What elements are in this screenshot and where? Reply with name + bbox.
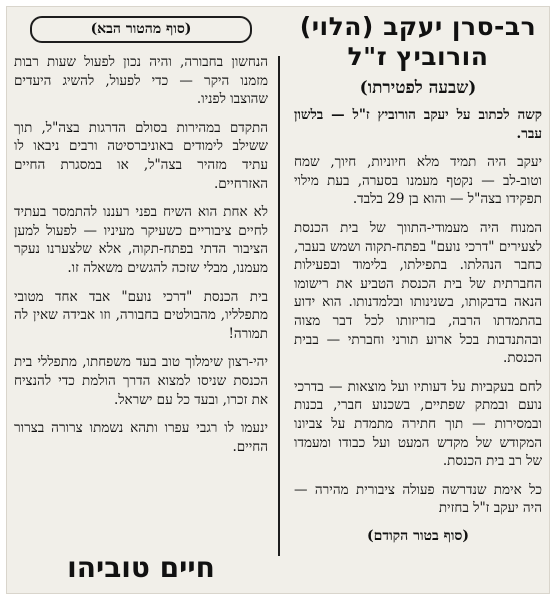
left-paragraph-2: התקדם במהירות בסולם הדרגות בצה"ל, תוך ששילב לימודים באוניברסיטה ורבים ניבאו לו עתיד מזהיר בצה"ל, או במסגרת החיים האזרחיים. [14,119,268,192]
left-paragraph-1: הנחשון בחבורה, והיה נכון לפעול שעות רבות מזמנו היקר — כדי לפעול, להשיג היעדים שהוצבו לפניו. [14,54,268,108]
column-divider [278,56,280,556]
left-column [6,6,276,594]
right-paragraph-4: לחם בעקביות על דעותיו ועל מוצאות — בדרכי נועם ובמתק שפתיים, בשכנוע חברי, בכנות ובמסירות — תוך חתירה מתמדת על צביונו המקודש של מקדש המעט ועל כבודו ומעמדו של רב בית הכנסת. [294,378,542,470]
right-column [286,6,550,594]
right-paragraph-2: יעקב היה תמיד מלא חיוניות, חיוך, שמח וטוב-לב — נקטף מעמנו בסערה, בעת מילוי תפקידו בצה"ל — והוא בן 29 בלבד. [294,154,542,208]
right-paragraph-3: המנוח היה מעמודי-התווך של בית הכנסת לצעירים "דרכי נועם" בפתח-תקוה ושמש בעבר, כחבר הנהלתו. בתפילתו, בלימוד ובפעילות החברתית של בית הכנסת הטביע את רישומו הנאה בדבקותו, בשנינותו ובלמדנותו. הוא ידוע בהתמדתו הרבה, בזריזותו לכל דבר מצוה ובהתנדבות בכל ארוע תורני וחברתי — בבית הכנסת. [294,219,542,367]
right-paragraph-1: קשה לכתוב על יעקב הורוביץ ז"ל — בלשון עבר. [294,107,542,142]
author-signature: חיים טוביהו [67,551,215,584]
left-paragraph-6: ינעמו לו רגבי עפרו ותהא נשמתו צרורה בצרור החיים. [14,420,268,455]
right-paragraph-5: כל אימת שנדרשה פעולה ציבורית מהירה — היה יעקב ז"ל בחזית [294,481,542,517]
article-title-line1: רב-סרן יעקב (הלוי) [299,12,537,41]
article-title-line2: הורוביץ ז"ל [347,42,489,71]
right-endnote: (סוף בטור הקודם) [366,527,470,544]
article-subtitle: (שבעה לפטירתו) [359,78,477,98]
left-paragraph-4: בית הכנסת "דרכי נועם" אבד אחד מטובי מתפלליו, מהבולטים בחבורה, וזו אבידה שאין לה תמורה! [14,288,268,342]
continuation-box: (סוף מהטור הבא) [30,16,252,43]
newspaper-clipping [6,6,550,594]
left-paragraph-3: לא אחת הוא השיח בפני רעננו להתמסר בעתיד לחיים ציבוריים כשעיקר מעיניו — לפעול למען הציבור הדתי בפתח-תקוה, אלא שלצערנו נעקר מעמנו, מבלי שזכה להגשים משאלה זו. [14,204,268,276]
left-paragraph-5: יהי-רצון שימלוך טוב בעד משפחתו, מתפללי בית הכנסת שניסו למצוא הדרך הולמת כדי להנציח את זכרו, ובעד כל עם ישראל. [14,354,268,408]
